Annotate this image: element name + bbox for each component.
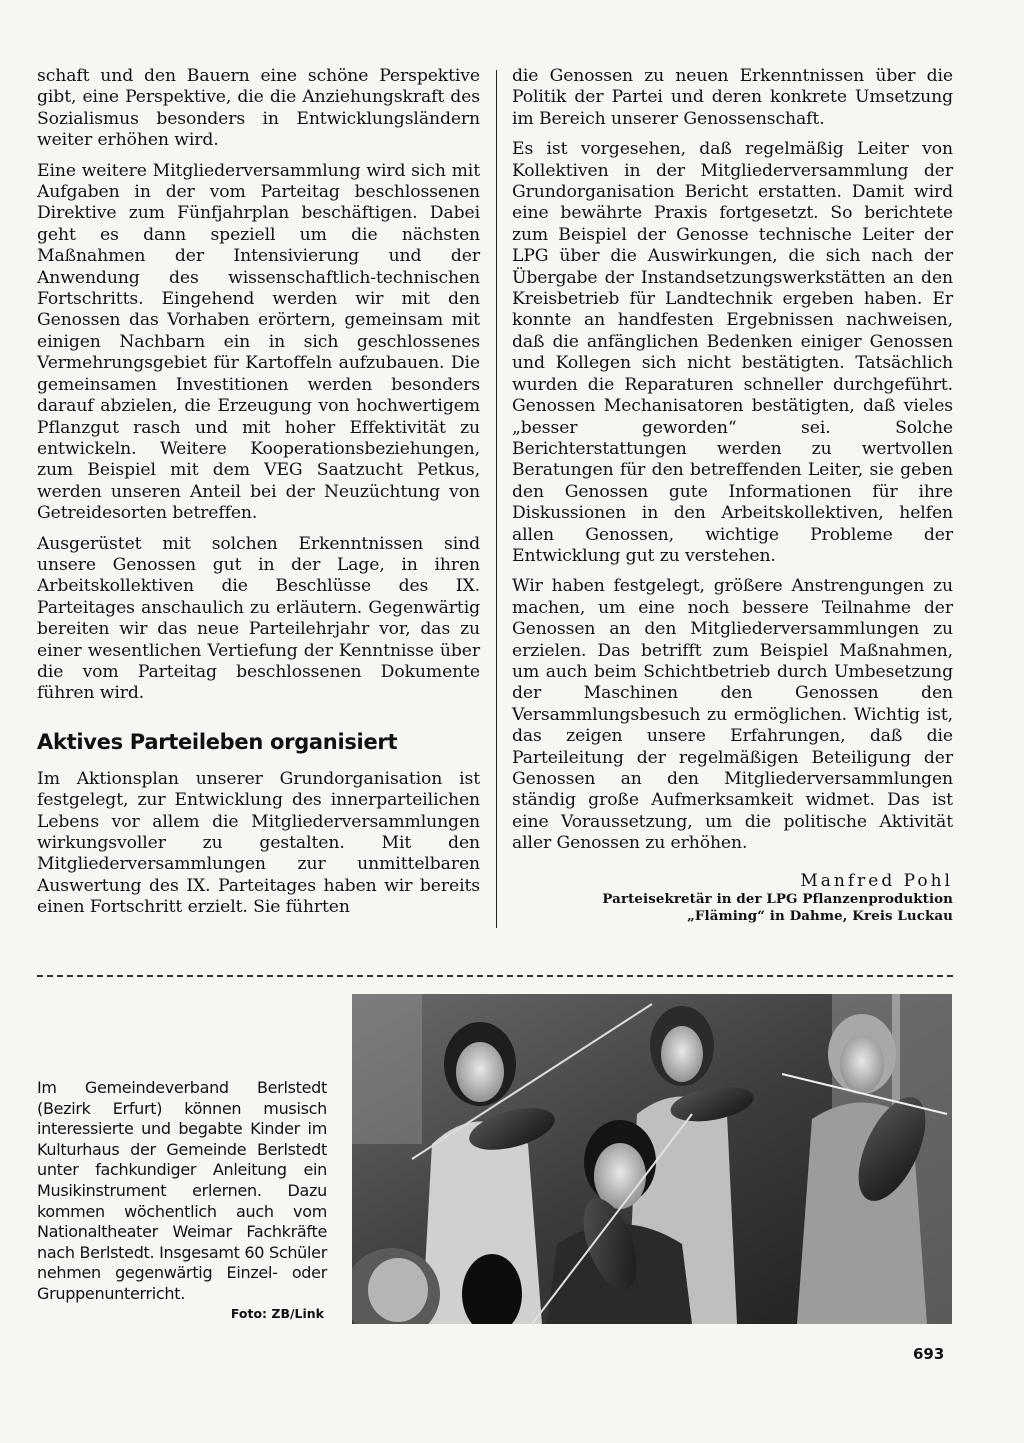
- author-role-line2: „Fläming“ in Dahme, Kreis Luckau: [687, 907, 953, 924]
- column-rule: [496, 70, 497, 928]
- photo-children-violin: [352, 994, 952, 1324]
- photo-caption: Im Gemeindeverband Berlstedt (Bezirk Erfurt) können musisch interessierte und begabte Kinder im Kulturhaus der Gemeinde Berlstedt unter fachkundiger Anleitung ein Musikinstrument erlernen. Dazu kommen wöchentlich auch vom Nationaltheater Weimar Fachkräfte nach Berlstedt. Insgesamt 60 Schüler nehmen gegenwärtig Einzel- oder Gruppenunterricht.: [37, 1078, 327, 1303]
- page-number: 693: [913, 1345, 945, 1363]
- left-paragraph-3: Ausgerüstet mit solchen Erkenntnissen sind unsere Genossen gut in der Lage, in ihren Arbeitskollektiven die Beschlüsse des IX. Parteitages anschaulich zu erläutern. Gegenwärtig bereiten wir das neue Parteilehrjahr vor, das zu einer wesentlichen Vertiefung der Kenntnisse über die vom Parteitag beschlossenen Dokumente führen wird.: [37, 533, 480, 704]
- right-column: [512, 66, 953, 925]
- left-column: [37, 66, 480, 928]
- left-paragraph-2: Eine weitere Mitgliederversammlung wird sich mit Aufgaben in der vom Parteitag beschlossenen Direktive zum Fünfjahrplan beschäftigen. Dabei geht es dann speziell um die nächsten Maßnahmen der Intensivierung und der Anwendung des wissenschaftlich-technischen Fortschritts. Eingehend werden wir mit den Genossen das Vorhaben erörtern, gemeinsam mit einigen Nachbarn ein in sich geschlossenes Vermehrungsgebiet für Kartoffeln aufzubauen. Die gemeinsamen Investitionen werden besonders darauf abzielen, die Erzeugung von hochwertigem Pflanzgut rasch und mit hoher Effektivität zu entwickeln. Weitere Kooperationsbeziehungen, zum Beispiel mit dem VEG Saatzucht Petkus, werden unseren Anteil bei der Neuzüchtung von Getreidesorten betreffen.: [37, 160, 480, 524]
- photo-illustration: [352, 994, 952, 1324]
- right-paragraph-3: Wir haben festgelegt, größere Anstrengungen zu machen, um eine noch bessere Teilnahme der Genossen an den Mitgliederversammlungen zu erzielen. Das betrifft zum Beispiel Maßnahmen, um auch beim Schichtbetrieb durch Umbesetzung der Maschinen den Genossen den Versammlungsbesuch zu ermöglichen. Wichtig ist, das zeigen unsere Erfahrungen, daß die Parteileitung der regelmäßigen Beteiligung der Genossen an den Mitgliederversammlungen ständig große Aufmerksamkeit widmet. Das ist eine Voraussetzung, um die politische Aktivität aller Genossen zu erhöhen.: [512, 576, 953, 854]
- section-paragraph: Im Aktionsplan unserer Grundorganisation ist festgelegt, zur Entwicklung des innerparteilichen Lebens vor allem die Mitgliederversammlungen wirkungsvoller zu gestalten. Mit den Mitgliederversammlungen zur unmittelbaren Auswertung des IX. Parteitages haben wir bereits einen Fortschritt erzielt. Sie führten: [37, 768, 480, 918]
- section-heading: Aktives Parteileben organisiert: [37, 729, 398, 754]
- right-paragraph-1: die Genossen zu neuen Erkenntnissen über die Politik der Partei und deren konkrete Umsetzung im Bereich unserer Genossenschaft.: [512, 66, 953, 129]
- section-divider: [37, 975, 953, 977]
- author-role-line1: Parteisekretär in der LPG Pflanzenproduktion: [602, 890, 953, 907]
- photo-credit: Foto: ZB/Link: [230, 1306, 324, 1321]
- left-paragraph-1: schaft und den Bauern eine schöne Perspektive gibt, eine Perspektive, die die Anziehungskraft des Sozialismus besonders in Entwicklungsländern weiter erhöhen wird.: [37, 66, 480, 151]
- author-name: Manfred Pohl: [800, 870, 953, 891]
- right-paragraph-2: Es ist vorgesehen, daß regelmäßig Leiter von Kollektiven in der Mitgliederversammlung der Grundorganisation Bericht erstatten. Damit wird eine bewährte Praxis fortgesetzt. So berichtete zum Beispiel der Genosse technische Leiter der LPG über die Auswirkungen, die sich nach der Übergabe der Instandsetzungswerkstätten an den Kreisbetrieb für Landtechnik ergeben haben. Er konnte an handfesten Ergebnissen nachweisen, daß die anfänglichen Bedenken einiger Genossen und Kollegen sich nicht bestätigten. Tatsächlich wurden die Reparaturen schneller durchgeführt. Genossen Mechanisatoren bestätigten, daß vieles „besser geworden“ sei. Solche Berichterstattungen werden zu wertvollen Beratungen für den betreffenden Leiter, sie geben den Genossen gute Informationen für ihre Diskussionen in den Arbeitskollektiven, helfen allen Genossen, wichtige Probleme der Entwicklung gut zu verstehen.: [512, 139, 953, 566]
